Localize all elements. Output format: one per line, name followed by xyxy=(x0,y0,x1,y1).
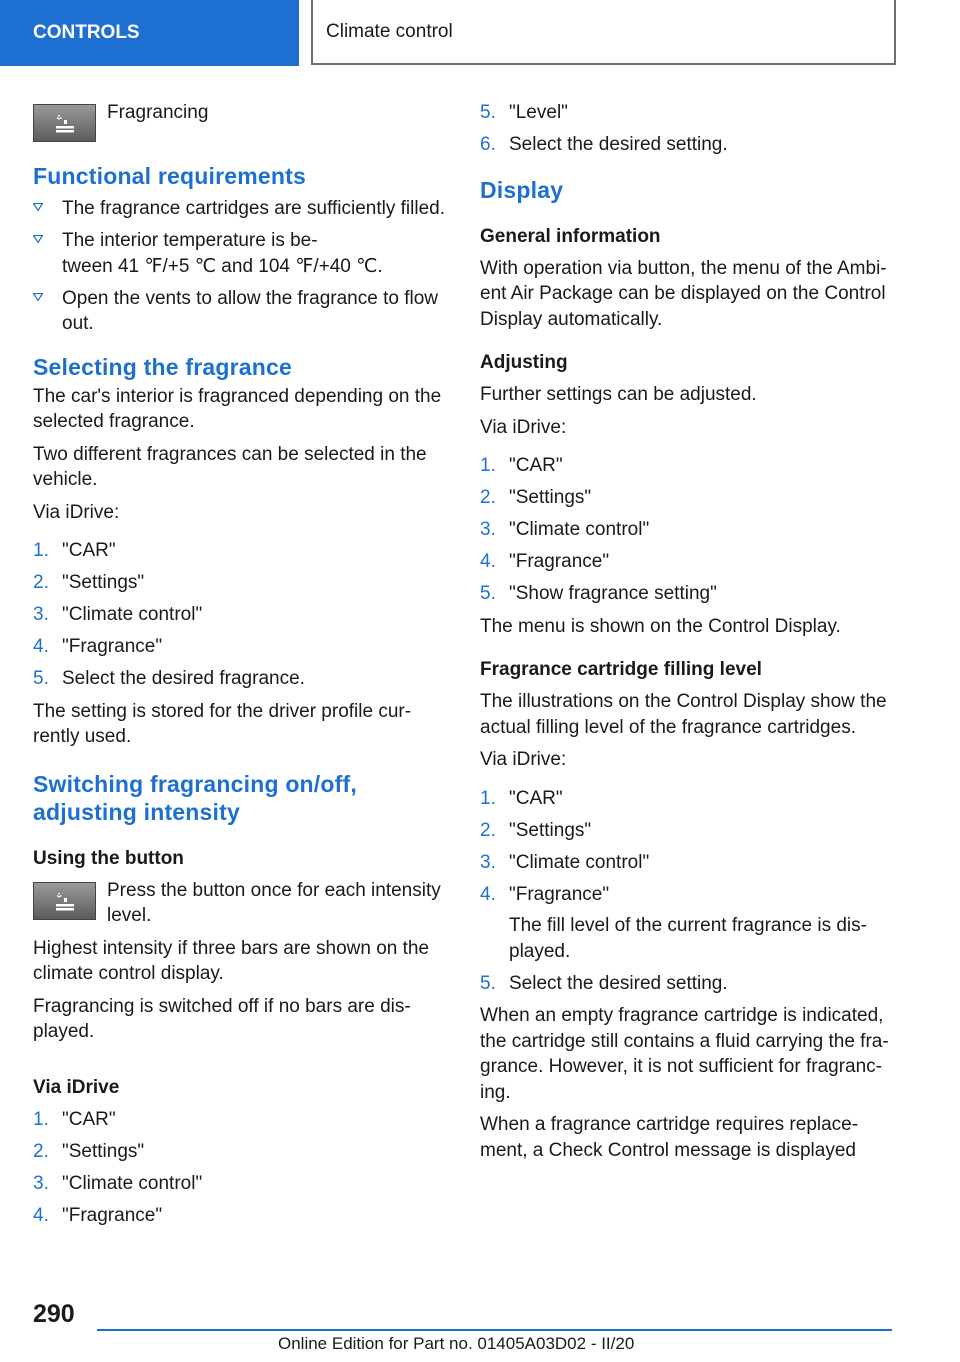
step-text: "Fragrance" xyxy=(509,883,610,905)
step-text: "Settings" xyxy=(62,572,145,593)
replacement-paragraph: When a fragrance cartridge requires replace‐ ment, a Check Control message is displayed xyxy=(480,1114,859,1161)
triangle-bullet-icon xyxy=(33,203,43,211)
step-text: "Fragrance" xyxy=(509,551,610,572)
step-number: 2. xyxy=(33,572,49,593)
step-number: 3. xyxy=(33,604,49,625)
list-item xyxy=(480,786,895,812)
fragrancing-label: Fragrancing xyxy=(107,102,209,123)
step-number: 4. xyxy=(480,883,496,905)
list-item xyxy=(480,485,895,511)
fragrance-button-icon xyxy=(33,104,96,142)
step-number: 5. xyxy=(480,583,496,604)
list-item xyxy=(480,882,895,965)
list-item xyxy=(480,453,895,479)
fragrance-glyph-icon xyxy=(54,113,76,133)
empty-cartridge-paragraph: When an empty fragrance cartridge is indicated, the cartridge still contains a fluid carrying the fra‐ grance. However, it is not sufficient for fragranc‐ ing. xyxy=(480,1005,889,1103)
list-item xyxy=(33,634,448,660)
step-text: "Settings" xyxy=(62,1140,145,1162)
step-number: 6. xyxy=(480,134,496,155)
filling-level-heading: Fragrance cartridge filling level xyxy=(480,659,762,680)
step-number: 4. xyxy=(33,636,49,657)
filling-steps xyxy=(480,786,895,997)
list-item-text: The fragrance cartridges are sufficiently filled. xyxy=(62,198,445,219)
step-number: 1. xyxy=(33,1108,49,1130)
step-text: Select the desired setting. xyxy=(509,134,728,155)
switching-heading-line-2: adjusting intensity xyxy=(33,798,240,825)
list-item xyxy=(480,971,895,997)
page-number: 290 xyxy=(33,1300,75,1328)
highest-intensity-paragraph: Highest intensity if three bars are shown on the climate control display. xyxy=(33,937,430,984)
switching-heading-line-1: Switching fragrancing on/off, xyxy=(33,770,357,797)
selecting-paragraph-1: The car's interior is fragranced depending on the selected fragrance. xyxy=(33,385,442,432)
list-item xyxy=(480,581,895,607)
list-item xyxy=(33,602,448,628)
setting-stored-paragraph: The setting is stored for the driver profile cur‐ rently used. xyxy=(33,700,412,747)
list-item xyxy=(480,132,895,158)
functional-requirements-heading: Functional requirements xyxy=(33,163,306,189)
step-text: "Fragrance" xyxy=(62,636,163,657)
step-number: 1. xyxy=(33,540,49,561)
switching-heading xyxy=(33,770,448,826)
intensity-button-row xyxy=(33,878,448,929)
step-number: 5. xyxy=(480,102,496,123)
step-number: 1. xyxy=(480,455,496,476)
list-item xyxy=(480,517,895,543)
selecting-steps xyxy=(33,538,448,692)
edition-text: Online Edition for Part no. 01405A03D02 - II/20 xyxy=(278,1334,635,1353)
step-text: "Climate control" xyxy=(509,519,650,540)
step-number: 1. xyxy=(480,787,496,809)
menu-shown-paragraph: The menu is shown on the Control Display. xyxy=(480,615,841,637)
step-number: 4. xyxy=(480,551,496,572)
step-number: 5. xyxy=(480,972,496,994)
adjusting-paragraph: Further settings can be adjusted. xyxy=(480,384,757,405)
selecting-paragraph-2: Two different fragrances can be selected in the vehicle. xyxy=(33,443,427,490)
via-idrive-label: Via iDrive: xyxy=(33,501,120,523)
switched-off-paragraph: Fragrancing is switched off if no bars are dis‐ played. xyxy=(33,995,411,1042)
step-text: "Fragrance" xyxy=(62,1204,163,1226)
list-item xyxy=(480,850,895,876)
step-text: "Climate control" xyxy=(62,1172,203,1194)
list-item xyxy=(33,1107,448,1133)
list-item xyxy=(33,1171,448,1197)
section-tab xyxy=(0,0,299,66)
list-item xyxy=(480,818,895,844)
step-subtext: The fill level of the current fragrance is dis‐ played. xyxy=(509,915,867,962)
list-item xyxy=(33,666,448,692)
list-item-text: The interior temperature is be‐ xyxy=(62,230,318,251)
section-title: CONTROLS xyxy=(33,22,140,43)
step-number: 2. xyxy=(480,819,496,841)
step-text: "CAR" xyxy=(62,1108,116,1130)
adjusting-heading: Adjusting xyxy=(480,352,568,373)
triangle-bullet-icon xyxy=(33,293,43,301)
list-item xyxy=(480,100,895,126)
display-heading: Display xyxy=(480,176,564,203)
list-item xyxy=(33,570,448,596)
display-steps xyxy=(480,453,895,607)
selecting-fragrance-heading: Selecting the fragrance xyxy=(33,353,292,380)
using-button-heading: Using the button xyxy=(33,847,184,869)
step-number: 3. xyxy=(480,519,496,540)
fragrance-button-icon xyxy=(33,882,96,920)
right-column xyxy=(480,100,895,1170)
list-item xyxy=(33,538,448,564)
general-information-heading: General information xyxy=(480,225,661,247)
list-item-text: tween 41 ℉/+5 ℃ and 104 ℉/+40 ℃. xyxy=(62,255,383,277)
list-item xyxy=(33,286,448,337)
intensity-button-text: Press the button once for each intensity level. xyxy=(107,879,441,926)
list-item-text: out. xyxy=(62,313,94,334)
switching-steps xyxy=(33,1107,448,1229)
step-number: 5. xyxy=(33,668,49,689)
left-column xyxy=(33,100,448,1235)
step-text: "CAR" xyxy=(509,455,563,476)
step-number: 2. xyxy=(33,1140,49,1162)
step-number: 3. xyxy=(480,851,496,873)
list-item xyxy=(33,228,448,279)
via-idrive-label: Via iDrive: xyxy=(480,749,567,770)
via-idrive-heading: Via iDrive xyxy=(33,1076,120,1098)
fragrancing-icon-row xyxy=(33,100,448,142)
fragrance-glyph-icon xyxy=(54,891,76,911)
step-text: "Settings" xyxy=(509,819,592,841)
requirements-list xyxy=(33,196,448,337)
step-text: Select the desired fragrance. xyxy=(62,668,305,689)
step-number: 2. xyxy=(480,487,496,508)
continued-steps xyxy=(480,100,895,158)
step-text: "Show fragrance setting" xyxy=(509,583,717,604)
step-text: "Level" xyxy=(509,102,568,123)
list-item-text: Open the vents to allow the fragrance to flow xyxy=(62,287,438,309)
step-text: "CAR" xyxy=(509,787,563,809)
chapter-tab xyxy=(311,0,896,65)
triangle-bullet-icon xyxy=(33,235,43,243)
footer-divider xyxy=(97,1329,892,1331)
step-text: "CAR" xyxy=(62,540,116,561)
via-idrive-label: Via iDrive: xyxy=(480,416,567,438)
step-text: Select the desired setting. xyxy=(509,972,728,994)
list-item xyxy=(33,1139,448,1165)
list-item xyxy=(33,1203,448,1229)
filling-level-paragraph: The illustrations on the Control Display show the actual filling level of the fragrance cartridges. xyxy=(480,691,887,738)
step-number: 4. xyxy=(33,1204,49,1226)
list-item xyxy=(33,196,448,222)
general-information-paragraph: With operation via button, the menu of the Ambi‐ ent Air Package can be displayed on the Control Display automatically. xyxy=(480,257,887,330)
chapter-title: Climate control xyxy=(326,20,453,42)
step-text: "Climate control" xyxy=(509,851,650,873)
list-item xyxy=(480,549,895,575)
step-text: "Settings" xyxy=(509,487,592,508)
step-text: "Climate control" xyxy=(62,604,203,625)
step-number: 3. xyxy=(33,1172,49,1194)
